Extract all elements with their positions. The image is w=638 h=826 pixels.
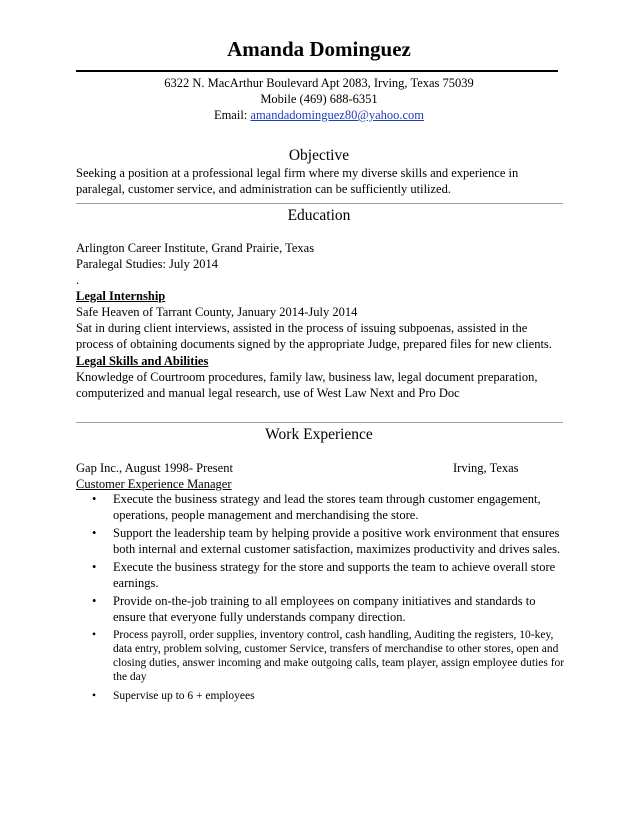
duty-text: Provide on-the-job training to all employees on company initiatives and standards to ensure that everyone fully understands company direction. <box>113 594 536 624</box>
bullet-glyph: • <box>92 492 97 506</box>
school-line: Arlington Career Institute, Grand Prairie, Texas <box>76 241 315 255</box>
studies-line: Paralegal Studies: July 2014 <box>76 257 218 271</box>
bullet-glyph: • <box>92 690 97 702</box>
internship-heading: Legal Internship <box>76 289 166 303</box>
objective-text: Seeking a position at a professional legal firm where my diverse skills and experience in paralegal, customer service, and administration can be sufficiently utilized. <box>76 166 519 196</box>
internship-desc: Sat in during client interviews, assisted in the process of issuing subpoenas, assisted in the process of obtaining documents signed by the appropriate Judge, prepared files for new clients. <box>76 321 552 351</box>
duty-item <box>76 689 568 703</box>
skills-heading: Legal Skills and Abilities <box>76 354 209 368</box>
skills-desc: Knowledge of Courtroom procedures, family law, business law, legal document preparation, computerized and manual legal research, use of West Law Next and Pro Doc <box>76 370 538 400</box>
bullet-glyph: • <box>92 526 97 540</box>
duty-text: Execute the business strategy for the store and supports the team to achieve overall store earnings. <box>113 560 556 590</box>
work-title: Work Experience <box>265 426 373 443</box>
objective-title: Objective <box>288 147 350 164</box>
duty-item <box>76 526 568 557</box>
duty-text: Execute the business strategy and lead the stores team through customer engagement, operations, people management and merchandising the store. <box>113 492 541 522</box>
spacer-dot: . <box>76 273 80 287</box>
bullet-glyph: • <box>92 560 97 574</box>
email-label: Email: <box>213 108 248 122</box>
mobile-line: Mobile (469) 688-6351 <box>260 92 378 106</box>
job-location: Irving, Texas <box>453 461 519 475</box>
email-link[interactable]: amandadominguez80@yahoo.com <box>250 108 425 122</box>
candidate-name: Amanda Dominguez <box>227 37 411 61</box>
skills-block <box>76 353 566 401</box>
bullet-glyph: • <box>92 629 97 641</box>
education-divider <box>76 422 563 423</box>
duty-item <box>76 628 568 684</box>
address-line: 6322 N. MacArthur Boulevard Apt 2083, Irving, Texas 75039 <box>164 76 474 90</box>
name-underline <box>76 70 558 72</box>
company-line: Gap Inc., August 1998- Present <box>76 461 233 475</box>
duty-item <box>76 492 568 523</box>
duty-text: Process payroll, order supplies, inventory control, cash handling, Auditing the registers, 10-key, data entry, problem solving, customer Service, transfers of merchandise to other stores, open and closing duties, answer incoming and make outgoing calls, team player, assign employee duties for the day <box>113 629 565 683</box>
email-line <box>0 107 638 123</box>
duty-text: Supervise up to 6 + employees <box>113 690 255 702</box>
job-title: Customer Experience Manager <box>76 477 232 491</box>
bullet-glyph: • <box>92 594 97 608</box>
duty-item <box>76 560 568 591</box>
duty-item <box>76 594 568 625</box>
education-block <box>76 240 566 352</box>
education-title: Education <box>287 207 351 224</box>
internship-org: Safe Heaven of Tarrant County, January 2014-July 2014 <box>76 305 358 319</box>
contact-block <box>0 75 638 123</box>
duties-list <box>76 492 568 706</box>
objective-divider <box>76 203 563 204</box>
duty-text: Support the leadership team by helping provide a positive work environment that ensures both internal and external customer satisfaction, maximizes productivity and drives sales. <box>113 526 561 556</box>
